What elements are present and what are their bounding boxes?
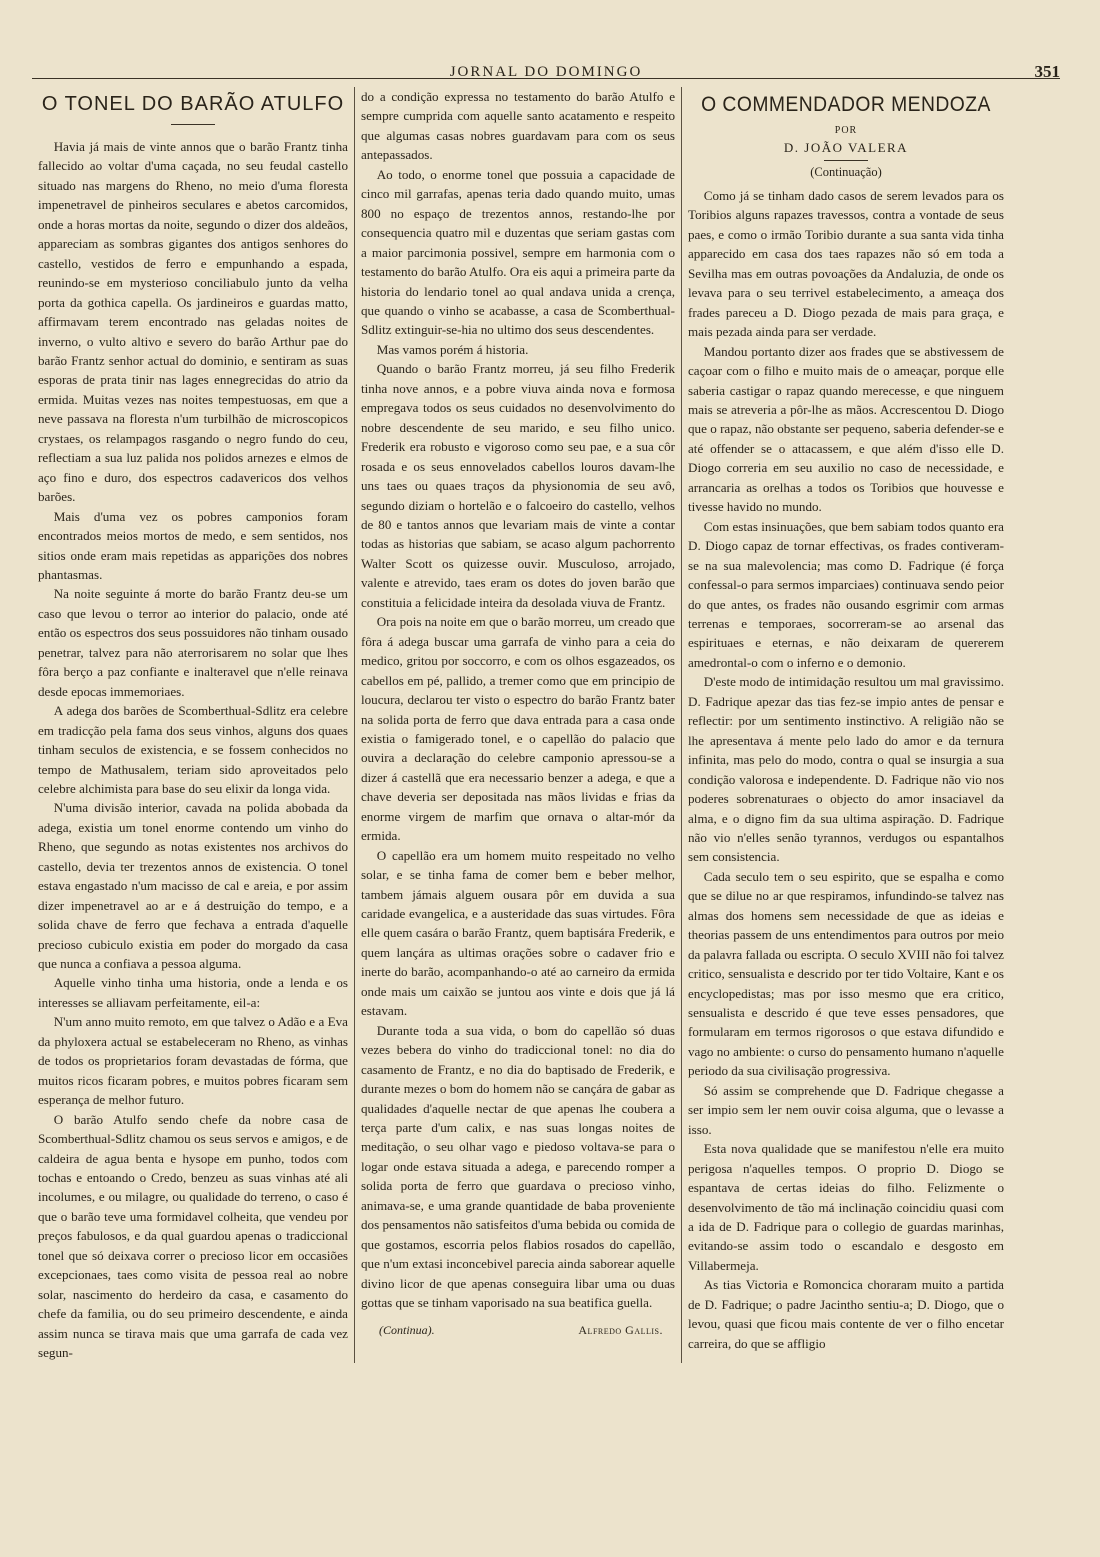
paragraph: Com estas insinuações, que bem sabiam todos quanto era D. Diogo capaz de tornar effectivas, os frades contiveram-se na sua malevolencia; mas como D. Fadrique (é força confessal-o para sermos imparciaes) continuava sendo peior do que antes, os frades não ousando esgrimir com armas terrenas e temporaes, socorreram-se ao arsenal das espirituaes e eternas, e não deixaram de quererem amedrontal-o com o inferno e o demonio. bbox=[688, 518, 1004, 670]
column-2 bbox=[354, 87, 682, 1363]
paragraph: Durante toda a sua vida, o bom do capellão só duas vezes bebera do vinho do tradiccional tonel: no dia do casamento de Frantz, e no dia do baptisado de Frederik, e durante mezes o bom do homem não se cançára de gabar as qualidades d'aquelle nectar de que apenas lhe coubera a terça parte d'um calix, e nas suas longas noites de meditação, o seu olhar vago e piedoso voltava-se para o logar onde estava situada a adega, e parecendo romper a solida porta de ferro que guardava o precioso vinho, animava-se, e uma grande quantidade de baba proveniente dos pensamentos não satisfeitos d'uma bebida ou comida de que gostamos, escorria pelos flabios rosados do capellão, que n'um extasi inconcebivel parecia ainda saborear aquelle divino licor de que apenas conseguira libar uma ou duas gottas que se tinham vaporisado na sua beatifica guella. bbox=[361, 1022, 675, 1311]
paragraph: A adega dos barões de Scomberthual-Sdlitz era celebre em tradicção pela fama dos seus vinhos, alguns dos quaes tinham seculos de existencia, e se fossem conhecidos no tempo de Mathusalem, teriam sido aproveitados pelo celebre alchimista para base do seu elixir da longa vida. bbox=[38, 703, 348, 796]
page-header bbox=[32, 52, 1060, 79]
paragraph: Só assim se comprehende que D. Fadrique chegasse a ser impio sem ler nem ouvir coisa alguma, que o levasse a isso. bbox=[688, 1082, 1004, 1137]
article-columns bbox=[32, 87, 1060, 1363]
title-rule bbox=[171, 124, 215, 125]
paragraph: Cada seculo tem o seu espirito, que se espalha e como que se dilue no ar que respiramos, infundindo-se talvez nas almas dos homens sem necessidade de que as ideias e theorias passem de uns entendimentos para outros por meio da palavra fallada ou escripta. O seculo XVIII não foi talvez critico, sensualista e descrido por ter tido Voltaire, Kant e os encyclopedistas; mas por isso mesmo que era critico, sensualista e descrido é que teve esses pensadores, que formularam em termos rigorosos o que estava difundido e vago no ambiente: o curso do pensamento humano n'aquelle periodo da sua civilisação progressiva. bbox=[688, 868, 1004, 1079]
author-signature: Alfredo Gallis. bbox=[578, 1322, 663, 1337]
paragraph: D'este modo de intimidação resultou um mal gravissimo. D. Fadrique apezar das tias fez-se impio antes de pensar e reflectir: por um sentimento instinctivo. A religião não se lhe apresentava á mente pelo lado do amor e da ternura infinita, mas pelo do modo, contra o qual se insurgia a sua condição valorosa e independente. D. Fadrique não vio nos poderes sobrenaturaes o objecto do amor insaciavel da alma, e o digno fim da sua ultima aspiração. D. Fadrique não vio n'elles senão tyrannos, verdugos ou espantalhos sem consistencia. bbox=[688, 674, 1004, 865]
article-signature bbox=[361, 1323, 675, 1338]
byline-label: POR bbox=[834, 125, 858, 136]
paragraph: O barão Atulfo sendo chefe da nobre casa de Scomberthual-Sdlitz chamou os seus servos e amigos, e de caldeira de agua benta e hysope em punho, todos com tochas e entoando o Credo, benzeu as suas vinhas até ali incolumes, e ou milagre, ou qualidade do terreno, o caso é que o barão teve uma formidavel colheita, que vendeu por preços fabulosos, e da qual guardou apenas o tradiccional tonel que só deixava correr o precioso licor em occasiões excepcionaes, taes como visita de pessoa real ao nobre solar, nascimento do herdeiro da casa, e casamento do chefe da familia, ou do seu primeiro descendente, e ainda assim nunca se tirava mais que uma garrafa de cada vez segun- bbox=[38, 1111, 348, 1361]
paragraph: O capellão era um homem muito respeitado no velho solar, e se tinha fama de comer bem e beber melhor, tambem jámais alguem ousara pôr em duvida a sua caridade evangelica, e a austeridade das suas virtudes. Fôra elle quem casára o barão Frantz, quem baptisára Frederik, e quem lançára as ultimas orações sobre o cadaver frio e inerte do barão, acompanhando-o até ao carneiro da ermida onde mais um caixão se juntou aos vinte e dois que já lá estavam. bbox=[361, 847, 675, 1019]
paragraph: do a condição expressa no testamento do barão Atulfo e sempre cumprida com aquelle santo acatamento e respeito que algumas casas nobres guardavam para com os seus antepassados. bbox=[361, 89, 675, 163]
paragraph: As tias Victoria e Romoncica choraram muito a partida de D. Fadrique; o padre Jacintho sentiu-a; D. Diogo, que o levou, quasi que ficou mais contente de ver o filho encetar carreira, do que se affligio bbox=[688, 1277, 1004, 1351]
paragraph: Ora pois na noite em que o barão morreu, um creado que fôra á adega buscar uma garrafa de vinho para a ceia do medico, gritou por soccorro, e com os olhos esgazeados, os cabellos em pé, pallido, a tremer como que em principio de loucura, declarou ter visto o espectro do barão Frantz bater na solida porta de ferro que dava entrada para a casa onde existia o famigerado tonel, e o capellão do palacio que ouvira a declaração do celebre camponio apressou-se a dizer á castellã que era necessario benzer a adega, e que a chave deveria ser depositada nas mãos lividas e frias da enorme virgem de marfim que ornava o altar-mór da ermida. bbox=[361, 614, 675, 844]
paragraph: Como já se tinham dado casos de serem levados para os Toribios alguns rapazes travessos, contra a vontade de seus paes, e como o irmão Toribio durante a sua santa vida tinha apparecido em casa dos taes rapazes não só em toda a Sevilha mas em outras povoações da Andaluzia, de onde os levava para o seu terrivel estabelecimento, a ameaça dos frades pareceu a D. Diogo pezada de mais para graça, e mais pezada ainda para ser verdade. bbox=[688, 188, 1004, 340]
column-1 bbox=[32, 87, 354, 1363]
running-title: JORNAL DO DOMINGO bbox=[449, 64, 643, 80]
paragraph: Na noite seguinte á morte do barão Frantz deu-se um caso que levou o terror ao interior do palacio, onde até então os espectros dos seus possuidores não tinham ousado penetrar, talvez para não aterrorisarem no solar que lhes fôra berço a paz confiante e inalteravel que n'elle reinava desde epocas immemoriaes. bbox=[38, 586, 348, 699]
paragraph: Mais d'uma vez os pobres camponios foram encontrados meios mortos de medo, e sem sentidos, nos sitios onde eram mais repetidas as apparições dos nobres phantasmas. bbox=[38, 508, 348, 582]
article-title-mendoza: O COMMENDADOR MENDOZA bbox=[701, 93, 991, 116]
article-title-tonel: O TONEL DO BARÃO ATULFO bbox=[41, 93, 345, 115]
paragraph: Aquelle vinho tinha uma historia, onde a lenda e os interesses se alliavam perfeitamente, eil-a: bbox=[38, 975, 348, 1010]
paragraph: Havia já mais de vinte annos que o barão Frantz tinha fallecido ao voltar d'uma caçada, no seu feudal castello situado nas margens do Rheno, no meio d'uma floresta impenetravel de pinheiros seculares e abetos carcomidos, onde a horas mortas da noite, segundo o dizer dos aldeãos, appareciam as sombras gigantes dos antigos senhores do castello, vestidos de ferro e empunhando a espada, reunindo-se em mysterioso conciliabulo junto da velha porta da gothica capella. Os jardineiros e guardas matto, affirmavam terem encontrado nas geladas noites de inverno, o vulto altivo e severo do barão Arthur pae do barão Frantz senhor actual do dominio, e sentiram as suas esporas de prata tinir nas lages ennegrecidas do atrio da ermida. Muitas vezes nas noites tempestuosas, em que a neve passava na floresta n'um turbilhão de microscopicos crystaes, os relampagos rasgando o negro fundo do ceu, reflectiam a sua luz palida nos polidos arnezes e elmos de aço fino e duro, dos espectros cadavericos dos velhos barões. bbox=[38, 139, 348, 505]
paragraph: N'uma divisão interior, cavada na polida abobada da adega, existia um tonel enorme contendo um vinho do Rheno, que segundo as notas existentes nos archivos do castello, devia ter trezentos annos de existencia. O tonel estava engastado n'um macisso de cal e areia, e por assim dizer impenetravel ao ar e á destruição do tempo, e a solida chave de ferro que fechava a entrada d'aquelle precioso cubiculo existia em poder do morgado da casa que nunca a confiava a pessoa alguma. bbox=[38, 800, 348, 972]
column-3 bbox=[682, 87, 1010, 1363]
paragraph: Mandou portanto dizer aos frades que se abstivessem de caçoar com o filho e muito mais de o ameaçar, porque elle saberia castigar o rapaz quando merecesse, e que ninguem mais se atreveria a pôr-lhe as mãos. Accrescentou D. Diogo que o rapaz, não obstante ser pequeno, saberia defender-se e até offender se o attacassem, e que além d'isso elle D. Diogo correria em seu auxilio no caso de necessidade, e arrancaria as orelhas a todos os Toribios que houvesse e tivesse havido no mundo. bbox=[688, 343, 1004, 515]
paragraph: N'um anno muito remoto, em que talvez o Adão e a Eva da phyloxera actual se estabeleceram no Rheno, as vinhas de todos os proprietarios foram devastadas de fórma, que muitos ricos ficaram pobres, e muitos pobres ficaram sem esperança de melhor futuro. bbox=[38, 1014, 348, 1108]
byline-rule bbox=[824, 160, 868, 161]
paragraph: Ao todo, o enorme tonel que possuia a capacidade de cinco mil garrafas, apenas teria dado quando muito, umas 800 no espaço de trezentos annos, restando-lhe por consequencia quatro mil e duzentas que seriam gastas com a maior parcimonia possivel, sempre em harmonia com o testamento do barão Atulfo. Ora eis aqui a primeira parte da historia do lendario tonel ao qual andava unida a crença, que quando o vinho se acabasse, a casa de Scomberthual-Sdlitz extinguir-se-hia no ultimo dos seus descendentes. bbox=[361, 166, 675, 338]
paragraph: Esta nova qualidade que se manifestou n'elle era muito perigosa n'aquelles tempos. O proprio D. Diogo se espantava de certas ideias do filho. Felizmente o desenvolvimento de tão má inclinação coincidiu quasi com a ida de D. Fadrique para o collegio de guardas marinhas, evitando-se assim todo o escandalo e desgosto em Villabermeja. bbox=[688, 1141, 1004, 1273]
continua-note: (Continua). bbox=[379, 1322, 435, 1337]
paragraph: Mas vamos porém á historia. bbox=[376, 341, 529, 357]
byline-author: D. JOÃO VALERA bbox=[783, 140, 909, 155]
paragraph: Quando o barão Frantz morreu, já seu filho Frederik tinha nove annos, e a pobre viuva ainda nova e formosa empregava todos os seus cuidados no desenvolvimento do nobre descendente de seu marido, e seu filho unico. Frederik era robusto e vigoroso como seu pae, e a sua côr rosada e os seus ennovelados cabellos louros davam-lhe uns taes ou quaes traços da physionomia de seu avô, segundo diziam o hortelão e o falcoeiro do castello, velhos de 80 e tantos annos que levariam mais de vinte a contar todas as historias que sabiam, se acaso algum pachorrento Walter Scott os quizesse ouvir. Musculoso, arrojado, valente e atrevido, taes eram os dotes do joven barão que constituia a felicidade inteira da desolada viuva de Frantz. bbox=[361, 361, 675, 610]
continuation-note: (Continuação) bbox=[810, 165, 882, 179]
page-number: 351 bbox=[1034, 62, 1060, 81]
